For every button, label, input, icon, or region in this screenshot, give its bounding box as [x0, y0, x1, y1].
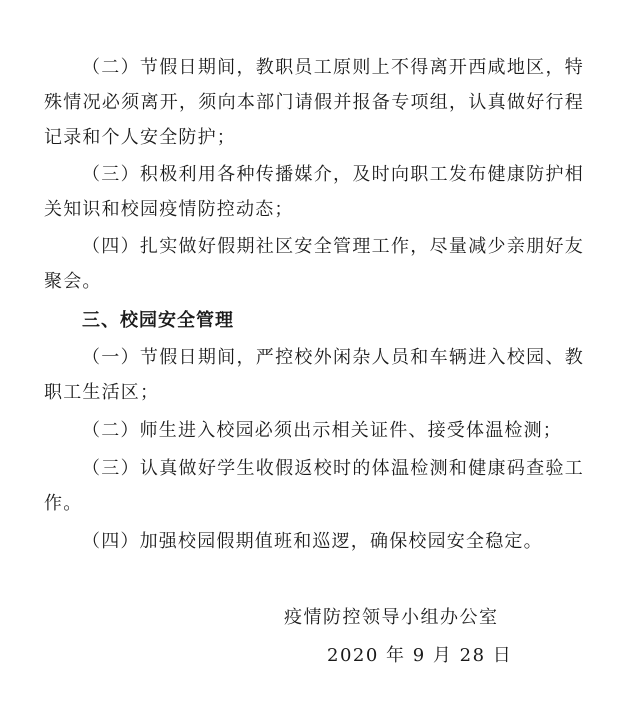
- paragraph-section2-item2: （二）节假日期间，教职员工原则上不得离开西咸地区，特殊情况必须离开，须向本部门请假并报备专项组，认真做好行程记录和个人安全防护；: [44, 57, 584, 148]
- section3-heading: 三、校园安全管理: [82, 310, 234, 331]
- signature-organization: 疫情防控领导小组办公室: [284, 607, 499, 628]
- paragraph-section2-item4: （四）扎实做好假期社区安全管理工作，尽量减少亲朋好友聚会。: [44, 236, 584, 292]
- paragraph-section3-item2: （二）师生进入校园必须出示相关证件、接受体温检测；: [82, 420, 562, 441]
- signature-date: 2020 年 9 月 28 日: [327, 645, 513, 666]
- paragraph-section3-item1: （一）节假日期间，严控校外闲杂人员和车辆进入校园、教职工生活区；: [44, 347, 584, 403]
- paragraph-section3-item3: （三）认真做好学生收假返校时的体温检测和健康码查验工作。: [44, 458, 584, 514]
- paragraph-section2-item3: （三）积极利用各种传播媒介，及时向职工发布健康防护相关知识和校园疫情防控动态；: [44, 164, 584, 220]
- paragraph-section3-item4: （四）加强校园假期值班和巡逻，确保校园安全稳定。: [82, 531, 543, 552]
